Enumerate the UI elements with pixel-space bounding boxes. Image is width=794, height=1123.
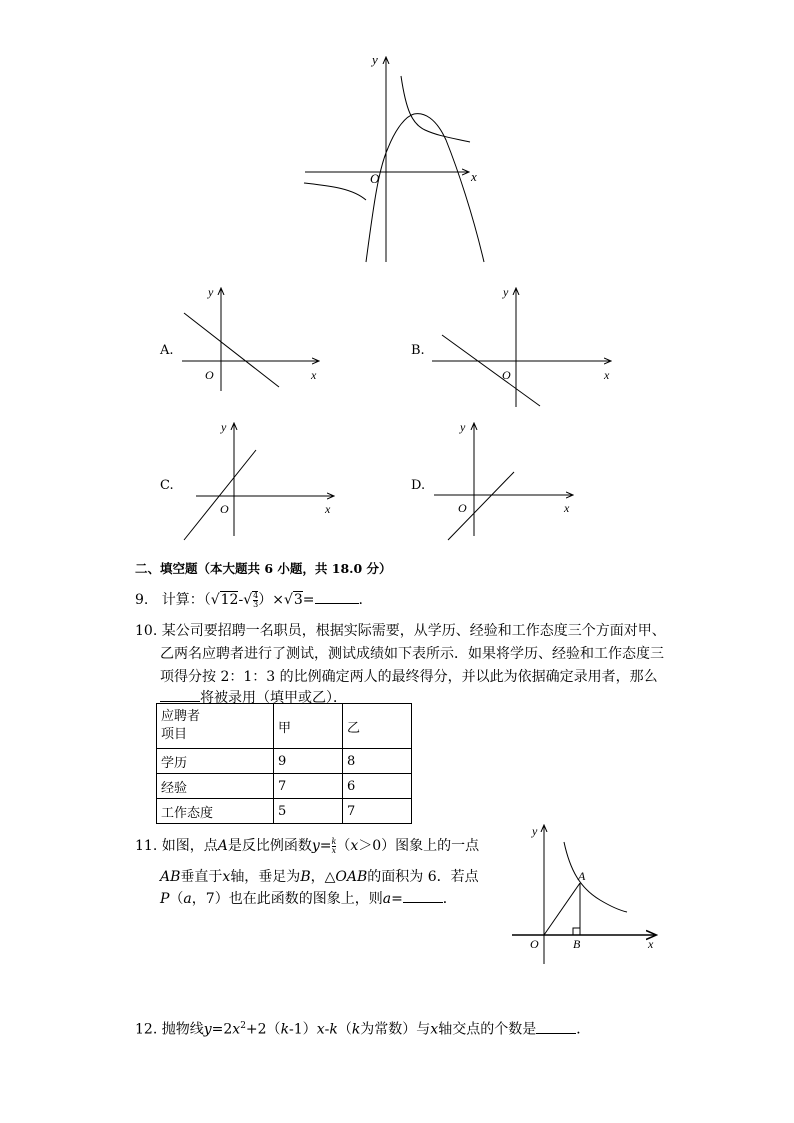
section-title: 二、填空题（本大题共 6 小题，共 18.0 分） <box>135 561 392 576</box>
origin-label: O <box>370 171 380 186</box>
question-number: 10. <box>135 623 158 639</box>
equals-sign: = <box>302 592 315 608</box>
graph-line <box>184 450 256 540</box>
hyperbola-left-branch <box>304 183 366 200</box>
option-b-label[interactable]: B. <box>411 343 425 358</box>
point-b-label: B <box>573 937 581 951</box>
table-header-row <box>157 704 412 749</box>
score-table <box>156 703 412 824</box>
answer-blank[interactable] <box>403 902 443 903</box>
option-a-label[interactable]: A. <box>160 343 174 358</box>
question-12: 12. 抛物线$y=2x^2+2(k-1)x-k(k$为常数）与x轴交点的个数是 ． <box>135 1021 591 1038</box>
origin-label: O <box>205 368 214 382</box>
question-10-line-4: 将被录用（填甲或乙）． <box>160 689 347 707</box>
question-11-line-3: P（a，7）也在此函数的图象上，则a= ． <box>160 891 457 907</box>
row-item: 工作态度 <box>157 799 274 824</box>
sqrt-symbol: √ <box>243 592 253 608</box>
row-yi-value: 8 <box>343 749 412 774</box>
question-number: 11. <box>135 838 158 854</box>
right-angle-mark <box>573 928 580 935</box>
row-yi-value: 6 <box>343 774 412 799</box>
row-jia-value: 9 <box>274 749 343 774</box>
fraction-k-over-x: $\frac{k}{x}$ <box>331 836 337 855</box>
y-axis-label: y <box>372 52 378 67</box>
question-10-line-2: 乙两名应聘者进行了测试，测试成绩如下表所示．如果将学历、经验和工作态度三 <box>160 646 664 662</box>
question-10-line-1: 10. 某公司要招聘一名职员，根据实际需要，从学历、经验和工作态度三个方面对甲、 <box>135 623 666 639</box>
y-axis-label: y <box>532 824 538 838</box>
option-d-label[interactable]: D. <box>411 478 426 493</box>
header-item: 项目 <box>161 727 188 742</box>
origin-label: O <box>220 502 229 516</box>
sqrt-symbol: √ <box>210 592 220 608</box>
answer-blank[interactable] <box>160 701 200 702</box>
q11-figure <box>510 820 670 970</box>
point-a-label: A <box>578 869 586 883</box>
origin-label: O <box>530 937 539 951</box>
option-d-graph[interactable] <box>430 418 580 543</box>
table-header-cell <box>157 704 274 749</box>
question-number: 12. <box>135 1021 158 1038</box>
question-10-line-3: 项得分按 2：1：3 的比例确定两人的最终得分，并以此为依据确定录用者，那么 <box>160 669 658 685</box>
option-a-graph[interactable] <box>178 283 328 393</box>
option-c-graph[interactable] <box>178 418 338 543</box>
sqrt-3: 3 <box>293 592 303 608</box>
table-row <box>157 799 412 824</box>
row-item: 学历 <box>157 749 274 774</box>
question-number: 9. <box>135 592 149 608</box>
x-axis-label: x <box>311 368 317 382</box>
question-11-line-1: 11. 如图，点A是反比例函数y= $\frac{k}{x}$ （x＞0）图象上的一点 <box>135 836 480 855</box>
minus-sign: - <box>238 592 244 608</box>
x-axis-label: x <box>648 937 654 951</box>
table-row <box>157 749 412 774</box>
answer-blank[interactable] <box>536 1033 576 1034</box>
header-yi: 乙 <box>343 704 412 749</box>
row-yi-value: 7 <box>343 799 412 824</box>
graph-line <box>442 335 540 406</box>
x-axis-label: x <box>471 169 477 184</box>
row-item: 经验 <box>157 774 274 799</box>
option-c-label[interactable]: C. <box>160 478 174 493</box>
top-function-graph <box>300 50 500 265</box>
sqrt-12: 12 <box>220 592 239 608</box>
y-axis-label: y <box>460 420 466 434</box>
segment-oa <box>544 883 580 935</box>
period: . <box>358 592 363 608</box>
origin-label: O <box>502 368 511 382</box>
inverse-function-curve <box>564 842 627 912</box>
y-axis-label: y <box>503 285 509 299</box>
origin-label: O <box>458 501 467 515</box>
header-applicant: 应聘者 <box>161 709 201 724</box>
x-axis-label: x <box>564 501 570 515</box>
y-axis-label: y <box>221 420 227 434</box>
header-jia: 甲 <box>274 704 343 749</box>
answer-blank[interactable] <box>315 603 359 604</box>
parabola-curve <box>366 114 484 262</box>
q9-prefix: 计算：（ <box>161 592 211 608</box>
row-jia-value: 5 <box>274 799 343 824</box>
y-axis-label: y <box>208 285 214 299</box>
question-9 <box>135 591 363 609</box>
fraction-4-over-3: $\frac{4}{3}$ <box>253 591 259 609</box>
x-axis-label: x <box>604 368 610 382</box>
row-jia-value: 7 <box>274 774 343 799</box>
table-row <box>157 774 412 799</box>
x-axis-label: x <box>325 502 331 516</box>
q9-suffix: ）× <box>258 592 284 608</box>
sqrt-symbol: √ <box>283 592 293 608</box>
graph-line <box>184 313 279 387</box>
option-b-graph[interactable] <box>430 283 620 413</box>
hyperbola-curve <box>401 76 470 142</box>
question-11-line-2: AB垂直于x轴，垂足为B，△OAB的面积为 6．若点 <box>160 869 479 885</box>
